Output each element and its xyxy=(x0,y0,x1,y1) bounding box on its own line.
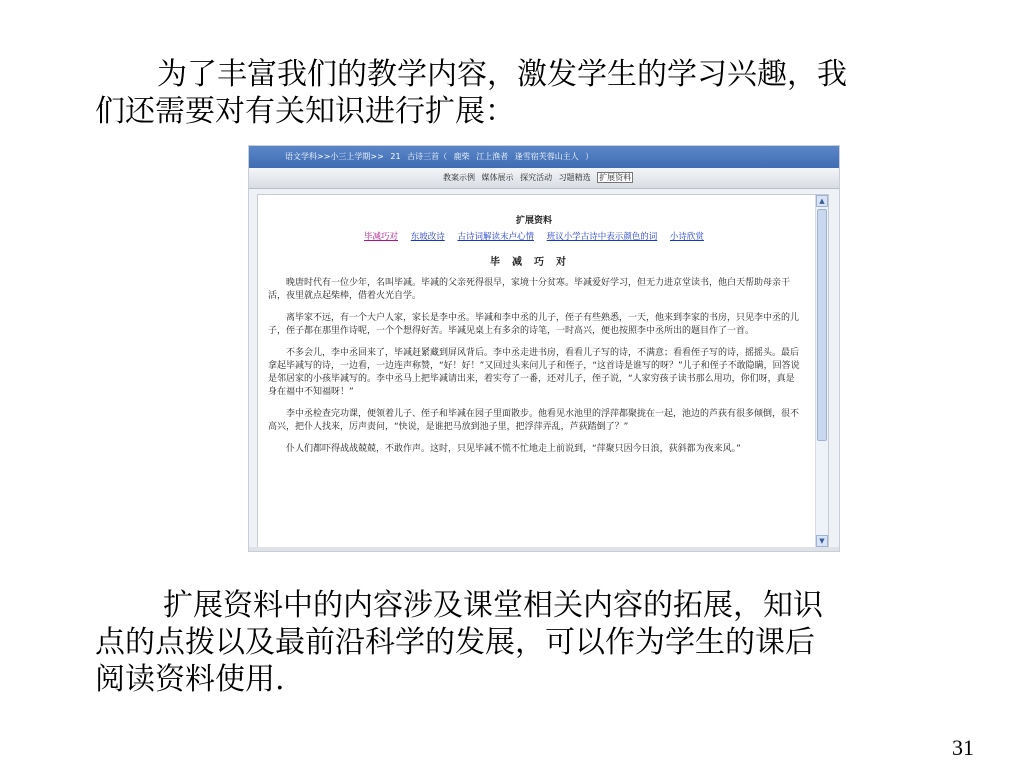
content-panel xyxy=(257,194,829,548)
article-link[interactable]: 小诗欣赏 xyxy=(669,232,704,242)
summary-line-2: 点的点拨以及最前沿科学的发展，可以作为学生的课后 xyxy=(95,625,815,660)
vertical-scrollbar[interactable] xyxy=(815,195,828,547)
frame-bottom xyxy=(249,547,839,551)
article-links xyxy=(268,231,800,244)
scroll-up-arrow-icon[interactable]: ▲ xyxy=(816,195,828,207)
intro-line-1: 为了丰富我们的教学内容，激发学生的学习兴趣，我 xyxy=(157,57,847,92)
story-title: 毕减巧对 xyxy=(490,257,578,268)
story-paragraph: 仆人们都吓得战战兢兢，不敢作声。这时，只见毕减不慌不忙地走上前说到，“萍聚只因今日浪，荻斜都为夜来风。” xyxy=(286,444,741,454)
article-link[interactable]: 班议小学古诗中表示颜色的词 xyxy=(546,232,658,242)
tab-activities[interactable]: 探究活动 xyxy=(520,173,553,182)
intro-line-2: 们还需要对有关知识进行扩展： xyxy=(95,94,515,129)
article-link[interactable]: 毕减巧对 xyxy=(364,232,399,242)
breadcrumb-part: 21 xyxy=(390,152,401,161)
breadcrumb-part[interactable]: 语文学科>>小三上学期>> xyxy=(285,152,384,161)
scroll-down-arrow-icon[interactable]: ▼ xyxy=(816,535,828,547)
article-link[interactable]: 东坡改诗 xyxy=(410,232,445,242)
intro-text xyxy=(95,56,955,130)
story-paragraph: 不多会儿，李中丞回来了，毕减赶紧藏到屏风背后。李中丞走进书房，看看儿子写的诗，不满意；看看侄子写的诗，摇摇头。最后拿起毕减写的诗，一边看，一边连声称赞，“好！好！”又回过头来问儿子和侄子，“这首诗是谁写的呀？”儿子和侄子不敢隐瞒，回答说是邻居家的小孩毕减写的。李中丞马上把毕减请出来，着实夸了一番，还对儿子，侄子说，“人家穷孩子读书那么用功，你们呀，真是身在福中不知福呀！” xyxy=(268,348,800,397)
story-paragraph: 离毕家不远，有一个大户人家，家长是李中丞。毕减和李中丞的儿子，侄子有些熟悉，一天，他来到李家的书房，只见李中丞的儿子，侄子都在那里作诗呢，一个个想得好苦。毕减见桌上有多余的诗笔，一时高兴，便也按照李中丞所出的题目作了一首。 xyxy=(268,313,800,336)
breadcrumb-part: ） xyxy=(585,152,594,161)
summary-text xyxy=(95,587,955,698)
breadcrumb xyxy=(249,146,839,168)
breadcrumb-part: 江上渔者 xyxy=(476,152,509,161)
breadcrumb-part: 古诗三首（ xyxy=(407,152,448,161)
embedded-screenshot xyxy=(248,145,840,552)
tab-exercises[interactable]: 习题精选 xyxy=(558,173,591,182)
page-number: 31 xyxy=(952,735,974,760)
sub-navigation xyxy=(249,168,839,189)
summary-line-3: 阅读资料使用. xyxy=(95,662,285,697)
tab-lesson-plan[interactable]: 教案示例 xyxy=(443,173,475,182)
breadcrumb-part: 鹿柴 xyxy=(453,152,470,161)
breadcrumb-part: 逢雪宿芙蓉山主人 xyxy=(514,152,579,161)
tab-media[interactable]: 媒体展示 xyxy=(481,173,514,182)
scrollbar-thumb[interactable] xyxy=(817,209,827,441)
summary-line-1: 扩展资料中的内容涉及课堂相关内容的拓展，知识 xyxy=(163,588,823,623)
story-paragraph: 李中丞检查完功课，便领着儿子、侄子和毕减在园子里面散步。他看见水池里的浮萍都聚拢在一起，池边的芦荻有很多倾倒，很不高兴，把仆人找来，厉声责问，“快说，是谁把马放到池子里，把浮萍弄乱，芦荻踏倒了？” xyxy=(268,409,800,432)
article-link[interactable]: 古诗词解读末卢心情 xyxy=(457,232,534,242)
tab-extended-materials[interactable]: 扩展资料 xyxy=(599,173,632,182)
story-paragraph: 晚唐时代有一位少年，名叫毕减。毕减的父亲死得很早，家境十分贫寒。毕减爱好学习，但无力进京堂读书，他白天帮助母亲干活，夜里就点起柴棒，借着火光自学。 xyxy=(268,278,791,301)
section-title: 扩展资料 xyxy=(515,216,552,226)
